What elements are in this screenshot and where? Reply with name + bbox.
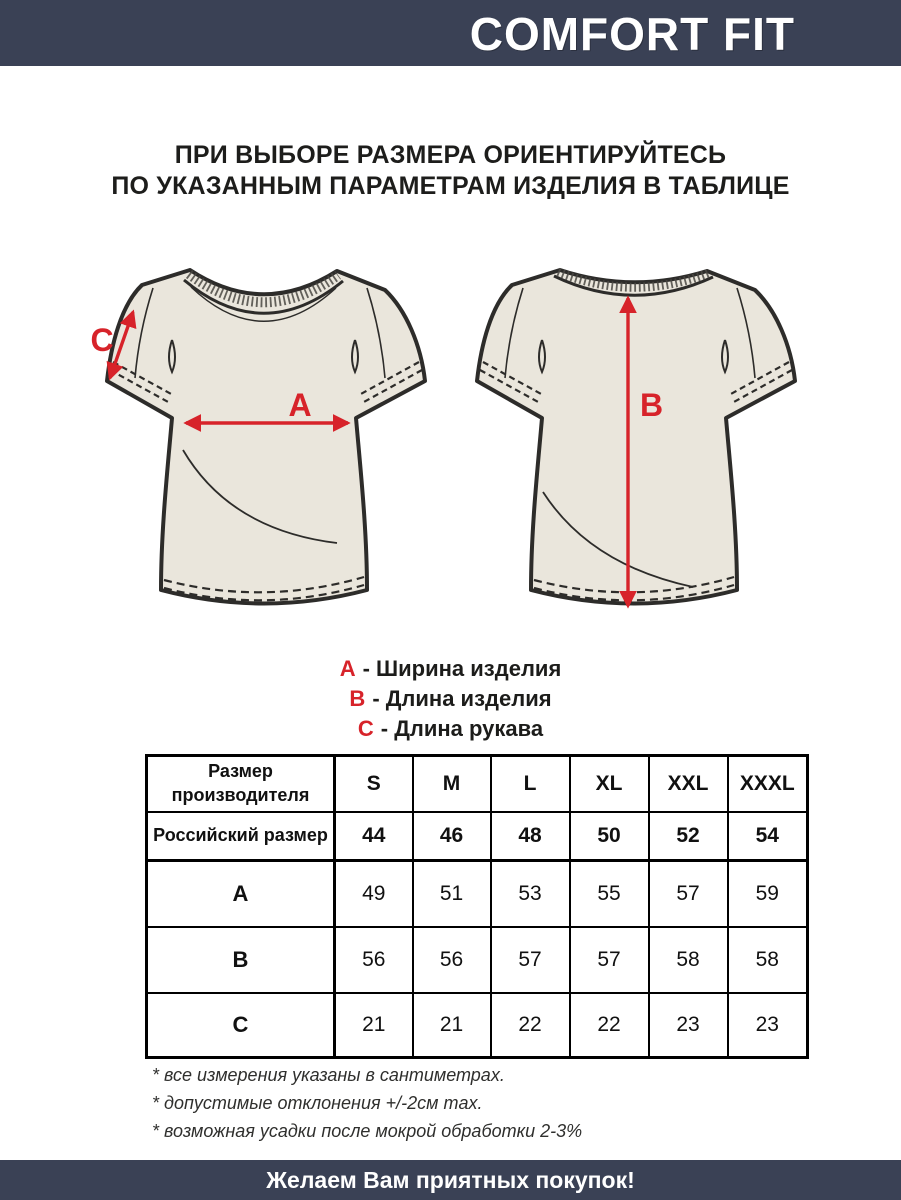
table-cell: 59 xyxy=(728,861,808,927)
size-xxl: XXL xyxy=(649,756,728,812)
table-row-a xyxy=(147,861,808,927)
intro-heading xyxy=(0,140,901,202)
table-header-row xyxy=(147,756,808,812)
table-cell: 56 xyxy=(335,927,413,993)
legend-key-c: C xyxy=(357,716,374,741)
legend-item-c xyxy=(0,714,901,744)
row-label-a: A xyxy=(147,861,335,927)
table-cell: 22 xyxy=(491,993,570,1058)
table-cell: 58 xyxy=(649,927,728,993)
intro-line-1: ПРИ ВЫБОРЕ РАЗМЕРА ОРИЕНТИРУЙТЕСЬ xyxy=(174,141,727,169)
table-cell: 23 xyxy=(649,993,728,1058)
table-cell: 44 xyxy=(335,812,413,861)
legend-desc-a: - Ширина изделия xyxy=(362,656,562,681)
table-row-russian-size xyxy=(147,812,808,861)
table-cell: 22 xyxy=(570,993,649,1058)
brand-title: COMFORT FIT xyxy=(469,8,795,60)
col1-header: Размер производителя xyxy=(147,756,335,812)
row-label-c: C xyxy=(147,993,335,1058)
table-row-c xyxy=(147,993,808,1058)
intro-line-2: ПО УКАЗАННЫМ ПАРАМЕТРАМ ИЗДЕЛИЯ В ТАБЛИЦЕ xyxy=(111,172,790,200)
table-cell: 46 xyxy=(413,812,491,861)
footnote-1: * все измерения указаны в сантиметрах. xyxy=(152,1065,505,1085)
tshirt-front-diagram xyxy=(80,260,440,622)
table-cell: 57 xyxy=(491,927,570,993)
size-l: L xyxy=(491,756,570,812)
row-label-b: B xyxy=(147,927,335,993)
table-row-b xyxy=(147,927,808,993)
measurement-legend xyxy=(0,654,901,744)
measure-label-A: A xyxy=(288,387,312,423)
legend-desc-b: - Длина изделия xyxy=(372,686,552,711)
footnotes xyxy=(152,1061,582,1145)
footer-message: Желаем Вам приятных покупок! xyxy=(266,1167,635,1193)
table-cell: 57 xyxy=(570,927,649,993)
table-cell: 23 xyxy=(728,993,808,1058)
tshirt-back-diagram xyxy=(450,260,810,622)
table-cell: 58 xyxy=(728,927,808,993)
tshirt-front-body xyxy=(107,270,425,604)
footnote-3: * возможная усадки после мокрой обработки 2-3% xyxy=(152,1121,583,1141)
footnote-2: * допустимые отклонения +/-2см max. xyxy=(152,1093,483,1113)
russian-size-label: Российский размер xyxy=(147,812,335,861)
measure-label-B: B xyxy=(640,387,664,423)
legend-key-a: A xyxy=(339,656,356,681)
tshirt-back-body xyxy=(477,270,795,604)
table-cell: 55 xyxy=(570,861,649,927)
legend-desc-c: - Длина рукава xyxy=(380,716,544,741)
table-cell: 50 xyxy=(570,812,649,861)
size-xxxl: XXXL xyxy=(728,756,808,812)
size-xl: XL xyxy=(570,756,649,812)
measure-label-C: C xyxy=(90,322,114,358)
header-band xyxy=(0,0,901,66)
size-table xyxy=(145,754,809,1059)
legend-key-b: B xyxy=(349,686,366,711)
table-cell: 56 xyxy=(413,927,491,993)
table-cell: 21 xyxy=(413,993,491,1058)
size-s: S xyxy=(335,756,413,812)
table-cell: 49 xyxy=(335,861,413,927)
table-cell: 53 xyxy=(491,861,570,927)
table-cell: 52 xyxy=(649,812,728,861)
table-cell: 57 xyxy=(649,861,728,927)
table-cell: 54 xyxy=(728,812,808,861)
table-cell: 21 xyxy=(335,993,413,1058)
footer-band xyxy=(0,1160,901,1200)
table-cell: 48 xyxy=(491,812,570,861)
legend-item-b xyxy=(0,684,901,714)
table-cell: 51 xyxy=(413,861,491,927)
size-m: M xyxy=(413,756,491,812)
legend-item-a xyxy=(0,654,901,684)
